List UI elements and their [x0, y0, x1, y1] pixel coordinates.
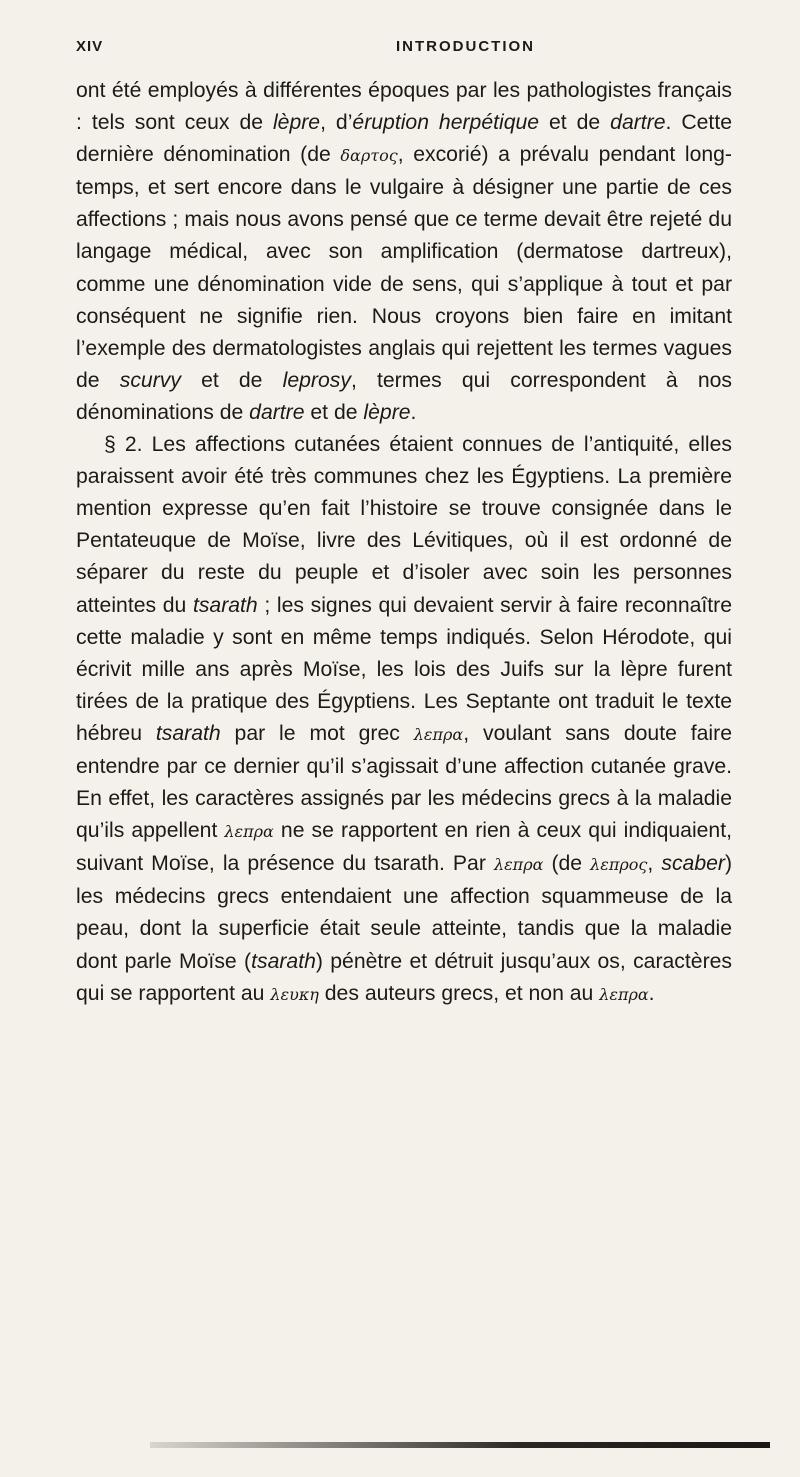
text-run: .	[410, 400, 417, 424]
text-run: ,	[647, 852, 662, 876]
text-run: .	[648, 981, 655, 1005]
text-run: ne se rapportent en rien à ceux qui indiquaient, suivant Moïse, la présence du tsarath. Par	[76, 819, 732, 876]
greek-word: λεπρος	[590, 855, 648, 875]
italic-term: lèpre	[272, 111, 321, 135]
italic-term: lèpre	[363, 400, 411, 424]
bottom-scan-edge	[150, 1442, 770, 1448]
body-text	[76, 75, 732, 1011]
italic-term: dartre	[610, 111, 666, 135]
italic-term: tsarath	[192, 593, 258, 617]
text-run: , d’	[320, 111, 353, 135]
paragraph-2	[76, 429, 732, 1011]
text-run: , voulant sans doute faire entendre par ce dernier qu’il s’agissait d’une affection cutanée grave. En effet, les caractères assignés par les médecins grecs à la maladie qu’ils appellent	[76, 721, 732, 843]
text-run: et de	[539, 111, 611, 135]
greek-word: λεπρα	[224, 822, 274, 842]
text-run: (de	[543, 852, 591, 876]
running-title: INTRODUCTION	[396, 38, 535, 55]
text-run: et de	[304, 400, 364, 424]
text-run: § 2. Les affections cutanées étaient connues de l’antiquité, elles paraissent avoir été très communes chez les Égyptiens. La première mention expresse qu’en fait l’histoire se trouve consignée dans le Pentateuque de Moïse, livre des Lévitiques, où il est ordonné de séparer du reste du peuple et d’isoler avec soin les personnes atteintes du	[76, 433, 732, 617]
text-run: , excorié) a prévalu pendant long-temps, et sert encore dans le vulgaire à désigner une partie de ces affections ; mais nous avons pensé que ce terme devait être rejeté du langage médical, avec son amplification (dermatose dartreux), comme une dénomination vide de sens, qui s’applique à tout et par conséquent ne signifie rien. Nous croyons bien faire en imitant l’exemple des dermatologistes anglais qui rejettent les termes vagues de	[76, 143, 732, 392]
italic-term: tsarath	[251, 949, 316, 973]
greek-word: λεπρα	[599, 984, 649, 1004]
text-run: . Cette dernière dénomination (de	[76, 111, 732, 167]
italic-term: éruption herpétique	[352, 111, 540, 135]
text-run: des auteurs grecs, et non au	[318, 981, 600, 1005]
greek-word: δαρτος	[340, 146, 398, 166]
text-run: par le mot grec	[220, 721, 414, 745]
italic-term: dartre	[249, 400, 305, 424]
text-run: ) les médecins grecs entendaient une affection squammeuse de la peau, dont la superficie était seule atteinte, tandis que la maladie dont parle Moïse (	[76, 852, 732, 973]
greek-word: λεπρα	[493, 855, 544, 875]
italic-term: scurvy	[119, 368, 181, 392]
italic-term: scaber	[661, 852, 725, 876]
text-run: ) pénètre et détruit jusqu’aux os, caractères qui se rapportent au	[76, 949, 732, 1005]
running-header	[76, 38, 740, 62]
text-run: , termes qui correspondent à nos dénominations de	[76, 368, 732, 424]
italic-term: leprosy	[282, 368, 351, 392]
text-run: et de	[180, 368, 283, 392]
page-number: XIV	[76, 38, 104, 55]
text-run: ont été employés à différentes époques par les pathologistes français : tels sont ceux de	[76, 79, 732, 135]
paragraph-1	[76, 75, 732, 429]
text-run: ; les signes qui devaient servir à faire reconnaître cette maladie y sont en même temps indiqués. Selon Hérodote, qui écrivit mille ans après Moïse, les lois des Juifs sur la lèpre furent tirées de la pratique des Égyptiens. Les Septante ont traduit le texte hébreu	[76, 593, 732, 745]
greek-word: λεπρα	[413, 724, 464, 744]
italic-term: tsarath	[155, 721, 221, 745]
greek-word: λευκη	[270, 984, 319, 1004]
